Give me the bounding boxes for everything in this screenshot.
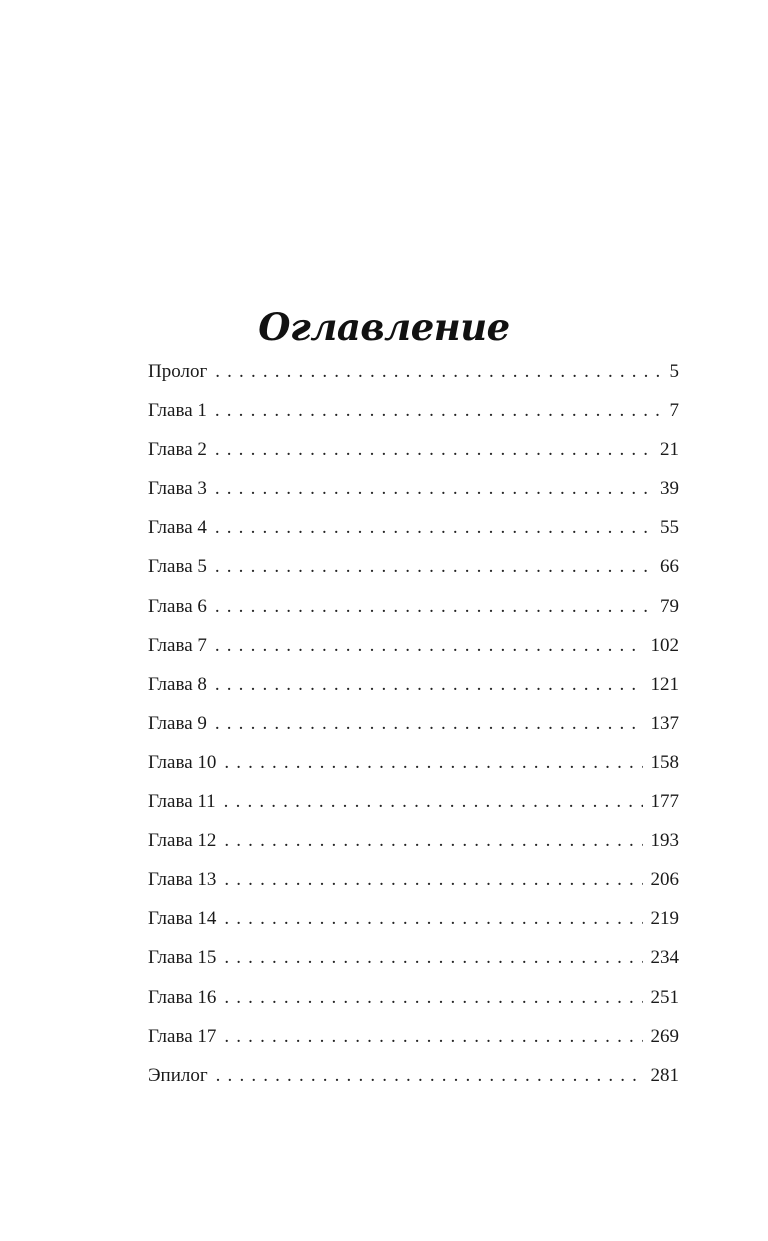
toc-entry-epilogue[interactable] <box>148 1056 679 1095</box>
toc-entry-chapter-7[interactable] <box>148 626 679 665</box>
toc-entry-page-number: 5 <box>669 361 679 382</box>
toc-entry-page-number: 251 <box>650 986 679 1008</box>
toc-entry-chapter-16[interactable] <box>148 978 679 1017</box>
toc-entry-chapter-1[interactable] <box>148 391 679 430</box>
dot-leader <box>215 626 643 665</box>
toc-entry-label: Глава 17 <box>148 1025 217 1047</box>
toc-entry-label: Глава 14 <box>148 908 217 930</box>
page-title: Оглавление <box>258 304 510 349</box>
toc-entry-page-number: 158 <box>650 751 679 773</box>
toc-entry-chapter-12[interactable] <box>148 821 679 860</box>
toc-entry-chapter-13[interactable] <box>148 860 679 899</box>
toc-entry-page-number: 7 <box>669 400 679 422</box>
toc-entry-page-number: 137 <box>650 712 679 734</box>
toc-entry-label: Глава 11 <box>148 791 216 813</box>
toc-entry-chapter-4[interactable] <box>148 508 679 547</box>
toc-entry-label: Эпилог <box>148 1064 208 1086</box>
toc-entry-label: Глава 12 <box>148 830 217 852</box>
dot-leader <box>215 391 659 430</box>
toc-entry-chapter-2[interactable] <box>148 430 679 469</box>
toc-entry-page-number: 177 <box>650 791 679 813</box>
toc-entry-label: Глава 2 <box>148 439 207 461</box>
toc-entry-page-number: 269 <box>650 1025 679 1047</box>
toc-entry-page-number: 206 <box>650 869 679 891</box>
toc-entry-chapter-14[interactable] <box>148 899 679 938</box>
toc-entry-page-number: 193 <box>650 830 679 852</box>
dot-leader <box>215 704 643 743</box>
toc-entry-label: Глава 10 <box>148 751 217 773</box>
toc-entry-page-number: 234 <box>650 947 679 969</box>
dot-leader <box>224 978 642 1017</box>
toc-entry-label: Глава 5 <box>148 556 207 578</box>
toc-entry-chapter-15[interactable] <box>148 938 679 977</box>
toc-entry-chapter-3[interactable] <box>148 469 679 508</box>
toc-entry-label: Глава 9 <box>148 712 207 734</box>
toc-entry-chapter-5[interactable] <box>148 547 679 586</box>
toc-entry-chapter-9[interactable] <box>148 704 679 743</box>
dot-leader <box>224 782 643 821</box>
dot-leader <box>224 860 642 899</box>
toc-entry-chapter-8[interactable] <box>148 665 679 704</box>
dot-leader <box>215 587 652 626</box>
dot-leader <box>215 469 652 508</box>
toc-entry-label: Глава 1 <box>148 400 207 422</box>
toc-entry-page-number: 102 <box>650 634 679 656</box>
toc-entry-page-number: 39 <box>660 478 679 500</box>
dot-leader <box>215 508 652 547</box>
toc-entry-label: Глава 4 <box>148 517 207 539</box>
dot-leader <box>216 1056 643 1095</box>
dot-leader <box>215 352 659 391</box>
toc-entry-label: Глава 15 <box>148 947 217 969</box>
toc-entry-page-number: 79 <box>660 595 679 617</box>
dot-leader <box>215 430 652 469</box>
toc-entry-label: Глава 13 <box>148 869 217 891</box>
toc-entry-page-number: 66 <box>660 556 679 578</box>
toc-entry-page-number: 121 <box>650 673 679 695</box>
dot-leader <box>224 938 642 977</box>
toc-entry-page-number: 21 <box>660 439 679 461</box>
toc-entry-label: Глава 8 <box>148 673 207 695</box>
toc-entry-chapter-17[interactable] <box>148 1017 679 1056</box>
dot-leader <box>224 1017 642 1056</box>
toc-entry-page-number: 55 <box>660 517 679 539</box>
toc-entry-page-number: 281 <box>650 1064 679 1086</box>
dot-leader <box>215 547 652 586</box>
toc-entry-chapter-10[interactable] <box>148 743 679 782</box>
dot-leader <box>215 665 643 704</box>
toc-entry-label: Глава 16 <box>148 986 217 1008</box>
toc-entry-label: Глава 6 <box>148 595 207 617</box>
dot-leader <box>224 821 642 860</box>
table-of-contents <box>148 352 679 1095</box>
toc-entry-chapter-6[interactable] <box>148 587 679 626</box>
toc-entry-label: Глава 7 <box>148 634 207 656</box>
toc-entry-chapter-11[interactable] <box>148 782 679 821</box>
dot-leader <box>224 743 642 782</box>
toc-entry-prologue[interactable] <box>148 352 679 391</box>
toc-entry-label: Глава 3 <box>148 478 207 500</box>
toc-entry-page-number: 219 <box>650 908 679 930</box>
toc-entry-label: Пролог <box>148 361 208 382</box>
dot-leader <box>224 899 642 938</box>
